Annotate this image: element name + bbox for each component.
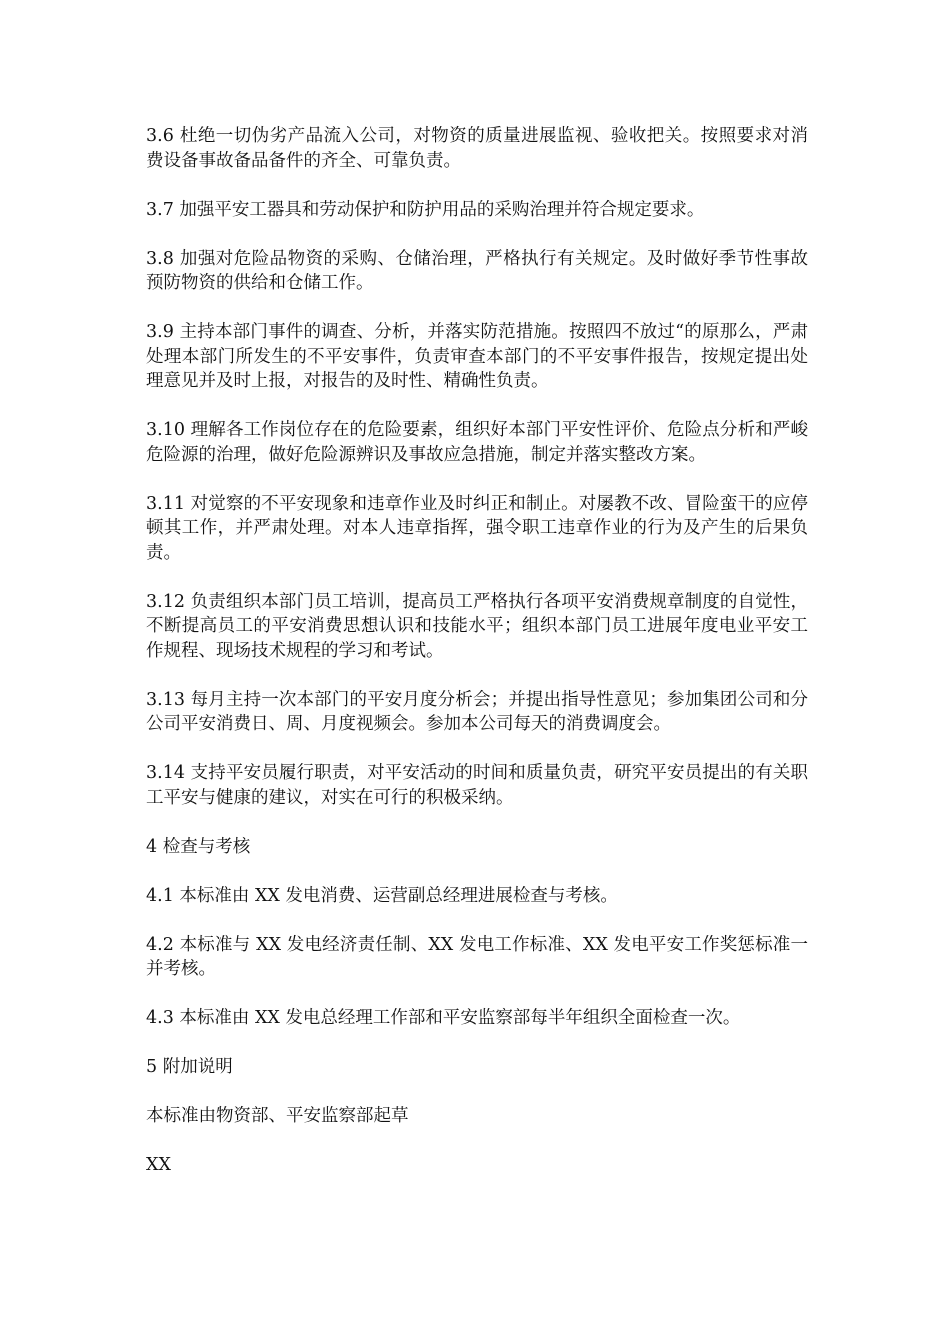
clause-3-10: 3.10 理解各工作岗位存在的危险要素，组织好本部门平安性评价、危险点分析和严峻危险源的治理，做好危险源辨识及事故应急措施，制定并落实整改方案。 [146, 420, 808, 465]
section-heading-5: 5 附加说明 [146, 1057, 233, 1077]
clause-3-11: 3.11 对觉察的不平安现象和违章作业及时纠正和制止。对屡教不改、冒险蛮干的应停顿其工作，并严肃处理。对本人违章指挥，强令职工违章作业的行为及产生的后果负责。 [146, 493, 808, 563]
clause-4-2: 4.2 本标准与 XX 发电经济责任制、XX 发电工作标准、XX 发电平安工作奖惩标准一并考核。 [146, 934, 808, 979]
signature-line: XX [146, 1155, 171, 1175]
clause-3-8: 3.8 加强对危险品物资的采购、仓储治理，严格执行有关规定。及时做好季节性事故预防物资的供给和仓储工作。 [146, 248, 808, 293]
clause-3-6: 3.6 杜绝一切伪劣产品流入公司，对物资的质量进展监视、验收把关。按照要求对消费设备事故备品备件的齐全、可靠负责。 [146, 126, 808, 171]
clause-4-1: 4.1 本标准由 XX 发电消费、运营副总经理进展检查与考核。 [146, 885, 618, 906]
section-heading-4: 4 检查与考核 [146, 836, 251, 857]
clause-3-7: 3.7 加强平安工器具和劳动保护和防护用品的采购治理并符合规定要求。 [146, 199, 705, 220]
clause-3-14: 3.14 支持平安员履行职责，对平安活动的时间和质量负责，研究平安员提出的有关职工平安与健康的建议，对实在可行的积极采纳。 [146, 763, 808, 808]
clause-3-9: 3.9 主持本部门事件的调查、分析，并落实防范措施。按照四不放过“的原那么，严肃处理本部门所发生的不平安事件，负责审查本部门的不平安事件报告，按规定提出处理意见并及时上报，对报告的及时性、精确性负责。 [146, 322, 808, 391]
clause-3-13: 3.13 每月主持一次本部门的平安月度分析会；并提出指导性意见；参加集团公司和分公司平安消费日、周、月度视频会。参加本公司每天的消费调度会。 [146, 689, 808, 734]
clause-3-12: 3.12 负责组织本部门员工培训，提高员工严格执行各项平安消费规章制度的自觉性，不断提高员工的平安消费思想认识和技能水平；组织本部门员工进展年度电业平安工作规程、现场技术规程的学习和考试。 [146, 591, 808, 661]
document-page [146, 124, 808, 1202]
drafting-note: 本标准由物资部、平安监察部起草 [146, 1106, 409, 1126]
clause-4-3: 4.3 本标准由 XX 发电总经理工作部和平安监察部每半年组织全面检查一次。 [146, 1008, 741, 1028]
